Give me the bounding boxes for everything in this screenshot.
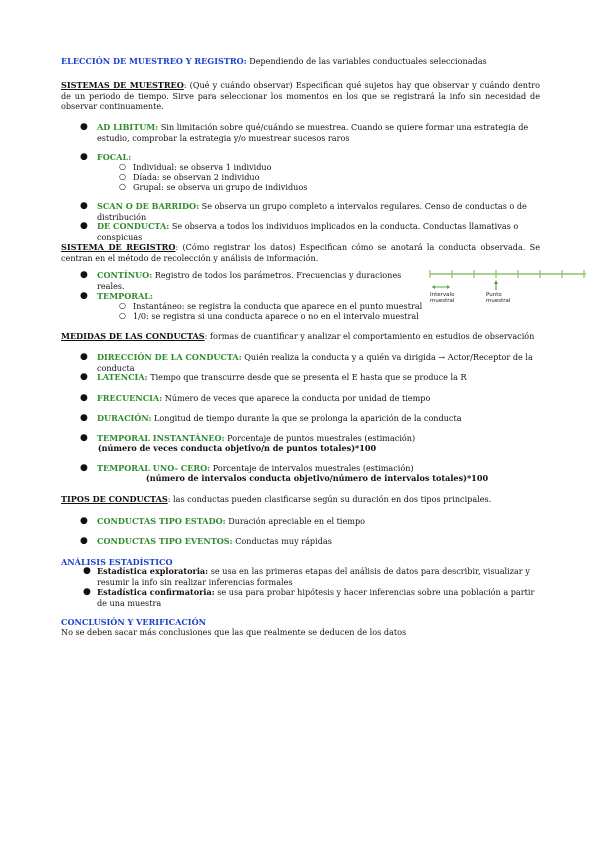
estadistico-title: ANÁLISIS ESTADÍSTICO xyxy=(61,557,173,567)
bullet-icon: ● xyxy=(80,270,88,280)
sub-item: ○ Díada: se observan 2 individuo xyxy=(119,172,260,182)
list-item: ● TEMPORAL INSTANTÁNEO: Porcentaje de puntos muestrales (estimación) xyxy=(80,433,416,443)
list-item: ● Estadística exploratoria: se usa en las primeras etapas del análisis de datos para describir, visualizar y resumir la info sin realizar inferencias formales xyxy=(83,566,530,587)
bullet-icon: ● xyxy=(80,433,88,443)
circle-bullet-icon: ○ xyxy=(119,182,126,191)
interval-arrow-icon xyxy=(432,285,450,289)
bullet-icon: ● xyxy=(80,463,88,473)
timeline-label-interval: Intervalo muestral xyxy=(430,292,455,305)
bullet-icon: ● xyxy=(80,372,88,382)
list-item: ● LATENCIA: Tiempo que transcurre desde que se presenta el E hasta que se produce la R xyxy=(80,372,467,382)
muestreo-text: : (Qué y cuándo observar) Especifican qué sujetos hay que observar y cuándo dentro de un periodo de tiempo. Sirve para seleccionar los momentos en los que se registrará la info sin necesidad de observar continuamente. xyxy=(61,80,540,112)
sub-item: ○ Instantáneo: se registra la conducta que aparece en el punto muestral xyxy=(119,301,423,311)
circle-bullet-icon: ○ xyxy=(119,162,126,171)
registro-paragraph xyxy=(61,242,540,263)
item-text: Sin limitación sobre qué/cuándo se muestrea. Cuando se quiere formar una estrategia de estudio, comprobar la estrategia y/o muestrear sucesos raros xyxy=(97,122,529,143)
section-header xyxy=(61,56,540,67)
bullet-icon: ● xyxy=(80,201,88,211)
list-item: ● DIRECCIÓN DE LA CONDUCTA: Quién realiza la conducta y a quién va dirigida → Actor/Receptor de la conducta xyxy=(80,352,533,373)
bullet-icon: ● xyxy=(80,122,88,132)
bullet-icon: ● xyxy=(80,152,88,162)
bullet-icon: ● xyxy=(80,413,88,423)
item-label: SCAN O DE BARRIDO: xyxy=(97,201,200,211)
list-item: ● Estadística confirmatoria: se usa para probar hipótesis y hacer inferencias sobre una población a partir de una muestra xyxy=(83,587,535,608)
item-label: FOCAL: xyxy=(97,152,132,162)
item-label: AD LIBITUM: xyxy=(97,122,159,132)
muestreo-paragraph xyxy=(61,80,540,112)
item-text: Se observa a todos los individuos implicados en la conducta. Conductas llamativas o conspicuas xyxy=(97,221,519,242)
formula: (número de veces conducta objetivo/n de puntos totales)*100 xyxy=(97,443,377,453)
circle-bullet-icon: ○ xyxy=(119,172,126,181)
registro-text: : (Cómo registrar los datos) Especifican cómo se anotará la conducta observada. Se centran en el método de recolección y análisis de información. xyxy=(61,242,540,263)
medidas-paragraph xyxy=(61,331,540,342)
muestreo-title: SISTEMAS DE MUESTREO xyxy=(61,80,184,90)
header-text: Dependiendo de las variables conductuales seleccionadas xyxy=(249,56,487,66)
bullet-icon: ● xyxy=(83,587,91,597)
sub-item: ○ Individual: se observa 1 individuo xyxy=(119,162,272,172)
list-item xyxy=(80,122,552,143)
list-item: ● TEMPORAL UNO- CERO: Porcentaje de intervalos muestrales (estimación) xyxy=(80,463,414,473)
header-title: ELECCIÓN DE MUESTREO Y REGISTRO: xyxy=(61,56,247,66)
item-text: Registro de todos los parámetros. Frecuencias y duraciones reales. xyxy=(97,270,402,291)
medidas-text: : formas de cuantificar y analizar el comportamiento en estudios de observación xyxy=(204,331,535,341)
conclusion-text: No se deben sacar más conclusiones que las que realmente se deducen de los datos xyxy=(61,627,407,637)
tipos-paragraph xyxy=(61,494,540,505)
list-item: ● DURACIÓN: Longitud de tiempo durante la que se prolonga la aparición de la conducta xyxy=(80,413,462,423)
bullet-icon: ● xyxy=(80,393,88,403)
list-item xyxy=(80,201,552,222)
item-label: TEMPORAL: xyxy=(97,291,153,301)
list-item xyxy=(80,152,552,163)
list-item: ● CONDUCTAS TIPO ESTADO: Duración apreciable en el tiempo xyxy=(80,516,366,526)
item-text: Se observa un grupo completo a intervalos regulares. Censo de conductas o de distribución xyxy=(97,201,527,222)
bullet-icon: ● xyxy=(80,291,88,301)
medidas-title: MEDIDAS DE LAS CONDUCTAS xyxy=(61,331,205,341)
list-item: ● FRECUENCIA: Número de veces que aparece la conducta por unidad de tiempo xyxy=(80,393,431,403)
bullet-icon: ● xyxy=(80,516,88,526)
tipos-text: : las conductas pueden clasificarse según su duración en dos tipos principales. xyxy=(167,494,492,504)
item-label: DE CONDUCTA: xyxy=(97,221,170,231)
conclusion-title: CONCLUSIÓN Y VERIFICACIÓN xyxy=(61,617,207,627)
point-arrow-icon xyxy=(494,280,498,290)
circle-bullet-icon: ○ xyxy=(119,311,126,320)
bullet-icon: ● xyxy=(80,221,88,231)
bullet-icon: ● xyxy=(80,352,88,362)
list-item xyxy=(80,270,417,291)
list-item xyxy=(80,221,552,242)
tipos-title: TIPOS DE CONDUCTAS xyxy=(61,494,168,504)
bullet-icon: ● xyxy=(83,566,91,576)
sub-item: ○ 1/0: se registra si una conducta aparece o no en el intervalo muestral xyxy=(119,311,419,321)
list-item xyxy=(80,291,417,302)
list-item: ● CONDUCTAS TIPO EVENTOS: Conductas muy rápidas xyxy=(80,536,332,546)
circle-bullet-icon: ○ xyxy=(119,301,126,310)
bullet-icon: ● xyxy=(80,536,88,546)
formula: (número de intervalos conducta objetivo/número de intervalos totales)*100 xyxy=(145,473,489,483)
timeline-label-point: Punto muestral xyxy=(486,292,511,305)
sub-item: ○ Grupal: se observa un grupo de individuos xyxy=(119,182,308,192)
registro-title: SISTEMA DE REGISTRO xyxy=(61,242,176,252)
item-label: CONTÍNUO: xyxy=(97,270,153,280)
timeline-diagram xyxy=(428,266,588,312)
